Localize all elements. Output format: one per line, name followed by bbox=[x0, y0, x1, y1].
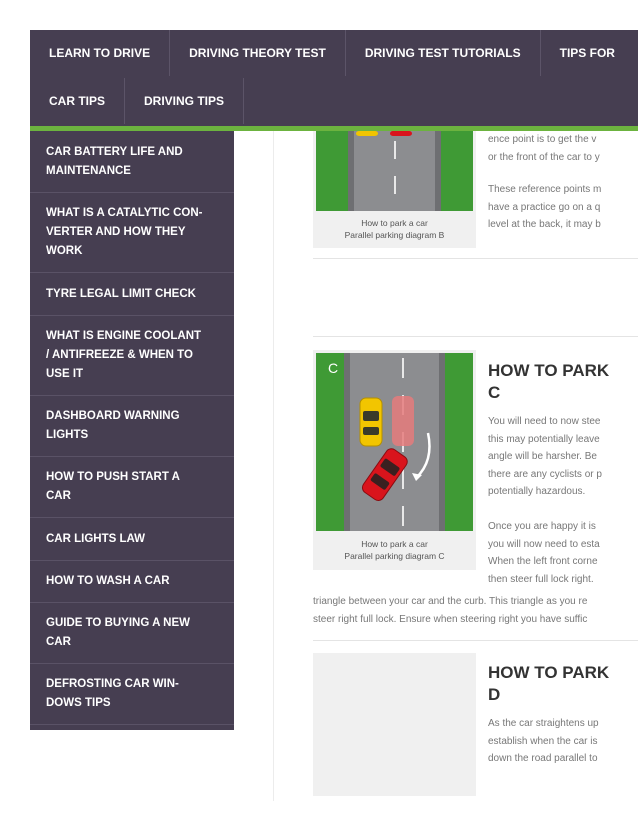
diagram-c-caption: How to park a car Parallel parking diagram C bbox=[344, 539, 445, 561]
section-separator bbox=[313, 336, 638, 337]
section-d-paragraph: As the car straightens up establish when the car is down the road parallel to bbox=[488, 718, 599, 764]
diagram-c-frame bbox=[313, 350, 476, 570]
diagram-b-caption: How to park a car Parallel parking diagram B bbox=[344, 218, 445, 240]
top-navigation bbox=[30, 30, 638, 126]
sidebar-item-defrosting-windows[interactable] bbox=[30, 664, 234, 725]
nav-car-tips[interactable]: CAR TIPS bbox=[30, 78, 125, 124]
diagram-c-label: C bbox=[328, 360, 339, 376]
sidebar-item-dashboard-lights[interactable] bbox=[30, 396, 234, 457]
sidebar-item-wash-car[interactable] bbox=[30, 561, 234, 603]
parking-diagram-c bbox=[316, 353, 473, 531]
nav-learn-to-drive[interactable]: LEARN TO DRIVE bbox=[30, 30, 170, 76]
section-d-heading: HOW TO PARK D bbox=[488, 663, 610, 704]
sidebar-item-label: GUIDE TO BUYING A NEW CAR bbox=[46, 617, 190, 648]
sidebar-item-tyre-limit[interactable] bbox=[30, 273, 234, 316]
nav-tips-for[interactable]: TIPS FOR bbox=[559, 46, 615, 60]
section-c-paragraph-2: Once you are happy it is you will now need to esta When the left front corne then steer full lock right. bbox=[488, 521, 600, 585]
sidebar-item-car-battery[interactable] bbox=[30, 131, 234, 193]
nav-driving-theory-test[interactable]: DRIVING THEORY TEST bbox=[170, 30, 346, 76]
top-nav-row-primary bbox=[30, 30, 634, 76]
sidebar-item-label: DASHBOARD WARNING LIGHTS bbox=[46, 410, 180, 441]
sidebar-item-car-lights-law[interactable] bbox=[30, 518, 234, 561]
sidebar-item-label: WHAT IS ENGINE COOLANT / ANTIFREEZE & WHEN TO USE IT bbox=[46, 330, 202, 380]
section-separator bbox=[313, 640, 638, 641]
section-c-paragraph-1: You will need to now stee this may potentially leave angle will be harsher. Be there are any cyclists or p potentially hazardous. bbox=[488, 416, 602, 497]
parking-diagram-b bbox=[316, 131, 473, 211]
sidebar-item-label: CAR BATTERY LIFE AND MAINTENANCE bbox=[46, 145, 183, 177]
section-c-heading: HOW TO PARK C bbox=[488, 361, 610, 402]
section-b-paragraph-1: ence point is to get the v or the front of the car to y bbox=[488, 134, 600, 163]
nav-driving-tips[interactable]: DRIVING TIPS bbox=[125, 78, 244, 124]
diagram-b-frame bbox=[313, 131, 476, 248]
nav-driving-test-tutorials[interactable]: DRIVING TEST TUTORIALS bbox=[346, 30, 541, 76]
sidebar-item-push-start[interactable] bbox=[30, 457, 234, 518]
section-b-paragraph-2: These reference points m have a practice go on a q level at the back, it may b bbox=[488, 184, 602, 230]
top-nav-row-secondary bbox=[30, 78, 244, 124]
diagram-d-placeholder bbox=[313, 653, 476, 796]
sidebar-item-catalytic-converter[interactable] bbox=[30, 193, 234, 273]
sidebar-item-label: TYRE LEGAL LIMIT CHECK bbox=[46, 287, 196, 300]
sidebar-item-label: WHAT IS A CATALYTIC CON- VERTER AND HOW THEY WORK bbox=[46, 207, 203, 257]
sidebar-item-label: DEFROSTING CAR WIN- DOWS TIPS bbox=[46, 678, 179, 709]
sidebar-item-label: CAR LIGHTS LAW bbox=[46, 532, 146, 545]
section-separator bbox=[313, 258, 638, 259]
sidebar-item-buying-new-car[interactable] bbox=[30, 603, 234, 664]
content-divider bbox=[273, 131, 274, 801]
sidebar-item-label: HOW TO WASH A CAR bbox=[46, 575, 170, 587]
section-c-paragraph-wide: triangle between your car and the curb. This triangle as you re steer right full lock. Ensure when steering right you have suffic bbox=[313, 596, 588, 625]
sidebar-item-label: HOW TO PUSH START A CAR bbox=[46, 471, 180, 502]
sidebar bbox=[30, 131, 234, 730]
sidebar-item-engine-coolant[interactable] bbox=[30, 316, 234, 396]
